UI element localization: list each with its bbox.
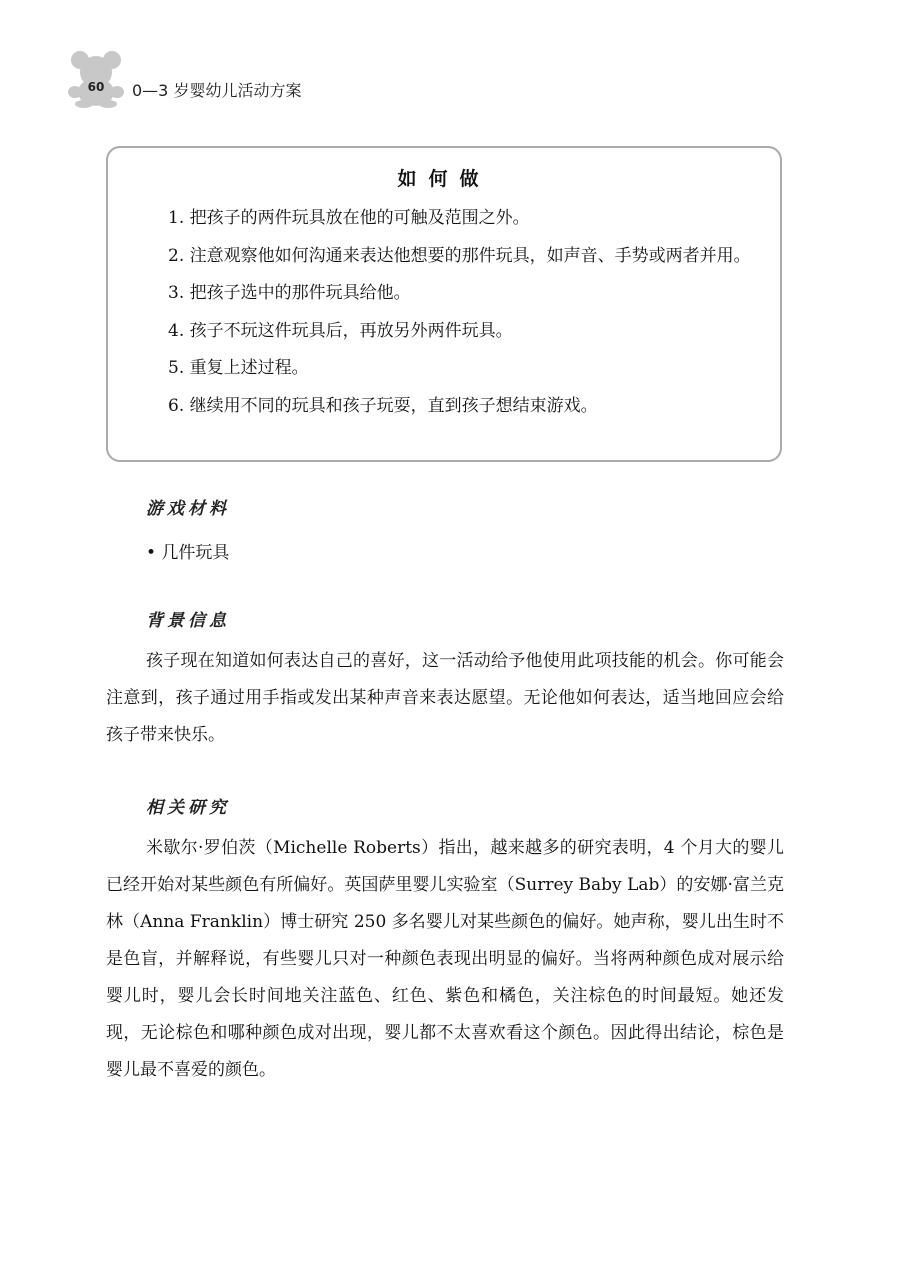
materials-item: • 几件玩具: [146, 543, 230, 563]
background-paragraph: 孩子现在知道如何表达自己的喜好，这一活动给予他使用此项技能的机会。你可能会注意到，孩子通过用手指或发出某种声音来表达愿望。无论他如何表达，适当地回应会给孩子带来快乐。: [106, 651, 784, 745]
step-item: 3. 把孩子选中的那件玩具给他。: [168, 283, 411, 303]
research-heading: 相关研究: [146, 798, 230, 818]
page-number: 60: [87, 80, 105, 94]
step-item: 6. 继续用不同的玩具和孩子玩耍，直到孩子想结束游戏。: [168, 395, 598, 416]
step-item: 5. 重复上述过程。: [168, 358, 309, 378]
step-item: 4. 孩子不玩这件玩具后，再放另外两件玩具。: [168, 320, 513, 341]
how-to-box: [106, 146, 782, 462]
research-paragraph: 米歇尔·罗伯茨（Michelle Roberts）指出，越来越多的研究表明，4 个月大的婴儿已经开始对某些颜色有所偏好。英国萨里婴儿实验室（Surrey Baby Lab）的安娜·富兰克林（Anna Franklin）博士研究 250 多名婴儿对某些颜色的偏好。她声称，婴儿出生时不是色盲，并解释说，有些婴儿只对一种颜色表现出明显的偏好。当将两种颜色成对展示给婴儿时，婴儿会长时间地关注蓝色、红色、紫色和橘色，关注棕色的时间最短。她还发现，无论棕色和哪种颜色成对出现，婴儿都不太喜欢看这个颜色。因此得出结论，棕色是婴儿最不喜爱的颜色。: [106, 838, 784, 1080]
background-heading: 背景信息: [146, 611, 230, 631]
step-item: 2. 注意观察他如何沟通来表达他想要的那件玩具，如声音、手势或两者并用。: [168, 245, 751, 266]
teddy-bear-icon: [68, 50, 124, 108]
step-item: 1. 把孩子的两件玩具放在他的可触及范围之外。: [168, 208, 530, 228]
book-title: 0—3 岁婴幼儿活动方案: [132, 81, 302, 100]
how-to-steps: [126, 200, 766, 425]
materials-heading: 游戏材料: [146, 499, 230, 519]
how-to-title: 如何做: [397, 168, 491, 190]
